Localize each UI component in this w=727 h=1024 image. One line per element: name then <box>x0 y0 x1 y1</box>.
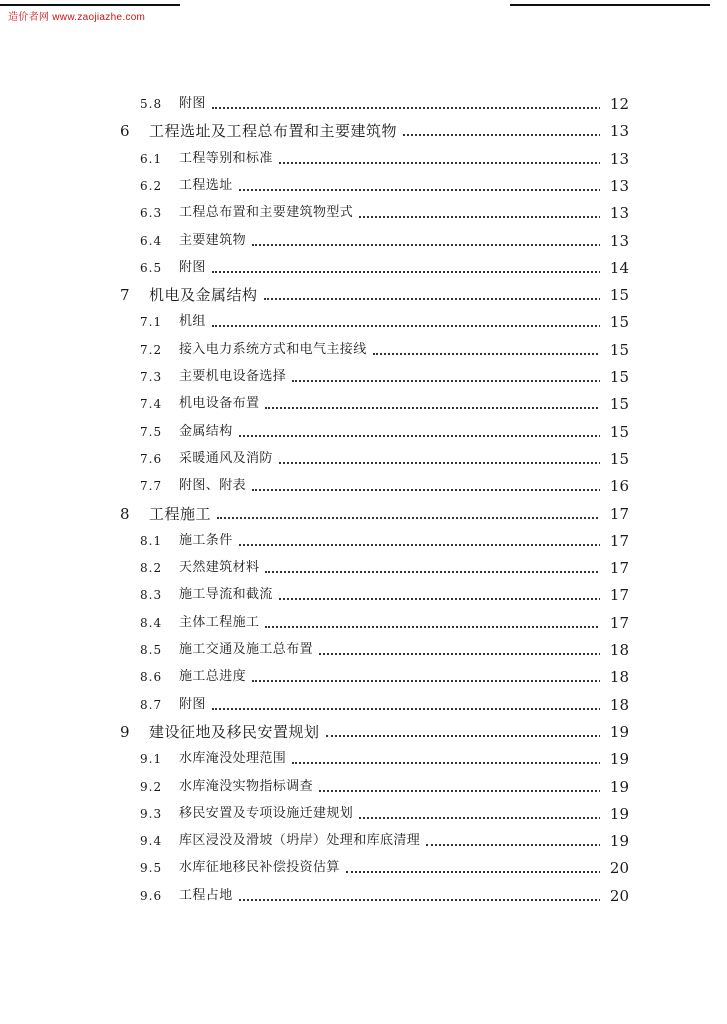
toc-section-row <box>0 611 727 635</box>
toc-section-title: 水库淹没实物指标调查 <box>179 775 317 799</box>
toc-section-number: 9.1 <box>140 752 163 766</box>
toc-section-number: 8.7 <box>140 698 163 712</box>
toc-section-row <box>0 447 727 471</box>
toc-section-title: 附图 <box>179 256 210 280</box>
toc-section-row <box>0 365 727 389</box>
toc-page-number: 17 <box>600 583 629 607</box>
toc-dot-leader <box>279 598 617 600</box>
toc-section-title: 水库征地移民补偿投资估算 <box>179 856 344 880</box>
toc-dot-leader <box>279 162 617 164</box>
toc-section-title: 附图、附表 <box>179 474 250 498</box>
toc-section-title: 天然建筑材料 <box>179 556 263 580</box>
watermark-text: 造价者网 www.zaojiazhe.com <box>8 12 146 23</box>
toc-section-title: 工程选址 <box>179 174 237 198</box>
toc-page-number: 18 <box>600 638 629 662</box>
toc-section-row <box>0 775 727 799</box>
toc-section-row <box>0 201 727 225</box>
toc-chapter-number: 9 <box>120 723 130 741</box>
toc-section-title: 附图 <box>179 693 210 717</box>
toc-section-title: 工程占地 <box>179 884 237 908</box>
toc-section-title: 机电设备布置 <box>179 392 263 416</box>
toc-section-title: 机组 <box>179 310 210 334</box>
toc-page-number: 15 <box>600 447 629 471</box>
toc-chapter-title: 工程施工 <box>149 502 215 526</box>
toc-section-number: 6.2 <box>140 179 163 193</box>
toc-dot-leader <box>403 134 617 136</box>
toc-section-row <box>0 856 727 880</box>
toc-section-number: 8.4 <box>140 616 163 630</box>
toc-page-number: 13 <box>600 119 629 143</box>
toc-section-row <box>0 420 727 444</box>
toc-section-number: 8.2 <box>140 561 163 575</box>
toc-section-row <box>0 665 727 689</box>
toc-section-number: 7.4 <box>140 397 163 411</box>
toc-dot-leader <box>212 708 617 710</box>
toc-chapter-number: 6 <box>120 122 130 140</box>
toc-page-number: 19 <box>600 720 629 744</box>
toc-page-number: 17 <box>600 556 629 580</box>
toc-dot-leader <box>217 517 617 519</box>
toc-page-number: 15 <box>600 283 629 307</box>
toc-section-title: 施工导流和截流 <box>179 583 277 607</box>
toc-section-row <box>0 529 727 553</box>
toc-section-number: 5.8 <box>140 97 163 111</box>
toc-page-number: 13 <box>600 174 629 198</box>
toc-section-title: 主体工程施工 <box>179 611 263 635</box>
toc-dot-leader <box>359 817 617 819</box>
toc-section-row <box>0 147 727 171</box>
toc-section-number: 9.2 <box>140 780 163 794</box>
toc-section-title: 接入电力系统方式和电气主接线 <box>179 338 371 362</box>
toc-page-number: 17 <box>600 611 629 635</box>
toc-chapter-row <box>0 502 727 526</box>
toc-page-number: 18 <box>600 693 629 717</box>
toc-section-number: 9.5 <box>140 861 163 875</box>
toc-dot-leader <box>265 571 617 573</box>
toc-dot-leader <box>239 435 617 437</box>
toc-chapter-row <box>0 119 727 143</box>
toc-dot-leader <box>279 462 617 464</box>
toc-chapter-title: 机电及金属结构 <box>149 283 262 307</box>
toc-dot-leader <box>252 489 617 491</box>
toc-section-row <box>0 229 727 253</box>
toc-section-row <box>0 747 727 771</box>
toc-page-number: 19 <box>600 829 629 853</box>
toc-section-number: 8.6 <box>140 670 163 684</box>
toc-page-number: 18 <box>600 665 629 689</box>
toc-section-title: 金属结构 <box>179 420 237 444</box>
toc-section-row <box>0 802 727 826</box>
toc-page-number: 20 <box>600 884 629 908</box>
toc-section-row <box>0 693 727 717</box>
toc-section-number: 9.4 <box>140 834 163 848</box>
toc-dot-leader <box>359 216 617 218</box>
toc-page-number: 17 <box>600 529 629 553</box>
toc-section-number: 6.1 <box>140 152 163 166</box>
toc-page-number: 19 <box>600 747 629 771</box>
toc-page-number: 19 <box>600 775 629 799</box>
toc-section-number: 9.3 <box>140 807 163 821</box>
toc-dot-leader <box>346 871 617 873</box>
toc-page-number: 15 <box>600 365 629 389</box>
toc-section-row <box>0 338 727 362</box>
toc-section-title: 工程总布置和主要建筑物型式 <box>179 201 357 225</box>
toc-dot-leader <box>212 271 617 273</box>
toc-chapter-number: 8 <box>120 505 130 523</box>
toc-dot-leader <box>212 107 617 109</box>
toc-page-number: 13 <box>600 147 629 171</box>
toc-page-number: 12 <box>600 92 629 116</box>
toc-section-row <box>0 884 727 908</box>
toc-section-row <box>0 310 727 334</box>
toc-chapter-title: 工程选址及工程总布置和主要建筑物 <box>149 119 401 143</box>
toc-page-number: 16 <box>600 474 629 498</box>
toc-section-row <box>0 638 727 662</box>
toc-section-number: 7.3 <box>140 370 163 384</box>
toc-dot-leader <box>319 653 617 655</box>
toc-section-number: 9.6 <box>140 889 163 903</box>
toc-section-number: 7.5 <box>140 425 163 439</box>
toc-page-number: 14 <box>600 256 629 280</box>
toc-chapter-title: 建设征地及移民安置规划 <box>149 720 324 744</box>
toc-dot-leader <box>292 762 617 764</box>
toc-dot-leader <box>326 735 617 737</box>
toc-section-number: 8.5 <box>140 643 163 657</box>
toc-section-title: 采暖通风及消防 <box>179 447 277 471</box>
toc-section-row <box>0 474 727 498</box>
toc-section-row <box>0 556 727 580</box>
toc-section-row <box>0 392 727 416</box>
toc-section-row <box>0 829 727 853</box>
toc-dot-leader <box>264 298 617 300</box>
toc-section-row <box>0 583 727 607</box>
toc-dot-leader <box>252 244 617 246</box>
toc-section-title: 附图 <box>179 92 210 116</box>
toc-section-row <box>0 174 727 198</box>
toc-dot-leader <box>239 899 617 901</box>
toc-section-number: 7.6 <box>140 452 163 466</box>
toc-section-title: 移民安置及专项设施迁建规划 <box>179 802 357 826</box>
toc-dot-leader <box>252 680 617 682</box>
toc-section-number: 8.1 <box>140 534 163 548</box>
toc-page-number: 15 <box>600 420 629 444</box>
toc-page-number: 13 <box>600 229 629 253</box>
toc-section-row <box>0 92 727 116</box>
toc-section-row <box>0 256 727 280</box>
toc-section-title: 施工总进度 <box>179 665 250 689</box>
toc-dot-leader <box>265 626 617 628</box>
toc-page-number: 17 <box>600 502 629 526</box>
toc-dot-leader <box>212 325 617 327</box>
toc-dot-leader <box>373 353 617 355</box>
toc-section-number: 7.7 <box>140 479 163 493</box>
toc-dot-leader <box>265 407 617 409</box>
toc-section-number: 8.3 <box>140 588 163 602</box>
toc-section-title: 施工交通及施工总布置 <box>179 638 317 662</box>
toc-page-number: 15 <box>600 338 629 362</box>
toc-page-number: 20 <box>600 856 629 880</box>
toc-chapter-number: 7 <box>120 286 130 304</box>
toc-section-number: 6.4 <box>140 234 163 248</box>
toc-section-number: 6.5 <box>140 261 163 275</box>
toc-page-number: 13 <box>600 201 629 225</box>
toc-dot-leader <box>239 189 617 191</box>
toc-section-title: 水库淹没处理范围 <box>179 747 290 771</box>
toc-section-title: 工程等别和标准 <box>179 147 277 171</box>
toc-section-title: 施工条件 <box>179 529 237 553</box>
toc-chapter-row <box>0 720 727 744</box>
toc-dot-leader <box>426 844 617 846</box>
toc-dot-leader <box>292 380 617 382</box>
toc-section-title: 主要建筑物 <box>179 229 250 253</box>
toc-section-number: 7.1 <box>140 315 163 329</box>
toc-page-number: 15 <box>600 310 629 334</box>
toc-section-title: 主要机电设备选择 <box>179 365 290 389</box>
toc-page-number: 15 <box>600 392 629 416</box>
toc-dot-leader <box>239 544 617 546</box>
toc-section-title: 库区浸没及滑坡（坍岸）处理和库底清理 <box>179 829 424 853</box>
toc-chapter-row <box>0 283 727 307</box>
toc-dot-leader <box>319 790 617 792</box>
toc-page-number: 19 <box>600 802 629 826</box>
toc-section-number: 6.3 <box>140 206 163 220</box>
toc-section-number: 7.2 <box>140 343 163 357</box>
